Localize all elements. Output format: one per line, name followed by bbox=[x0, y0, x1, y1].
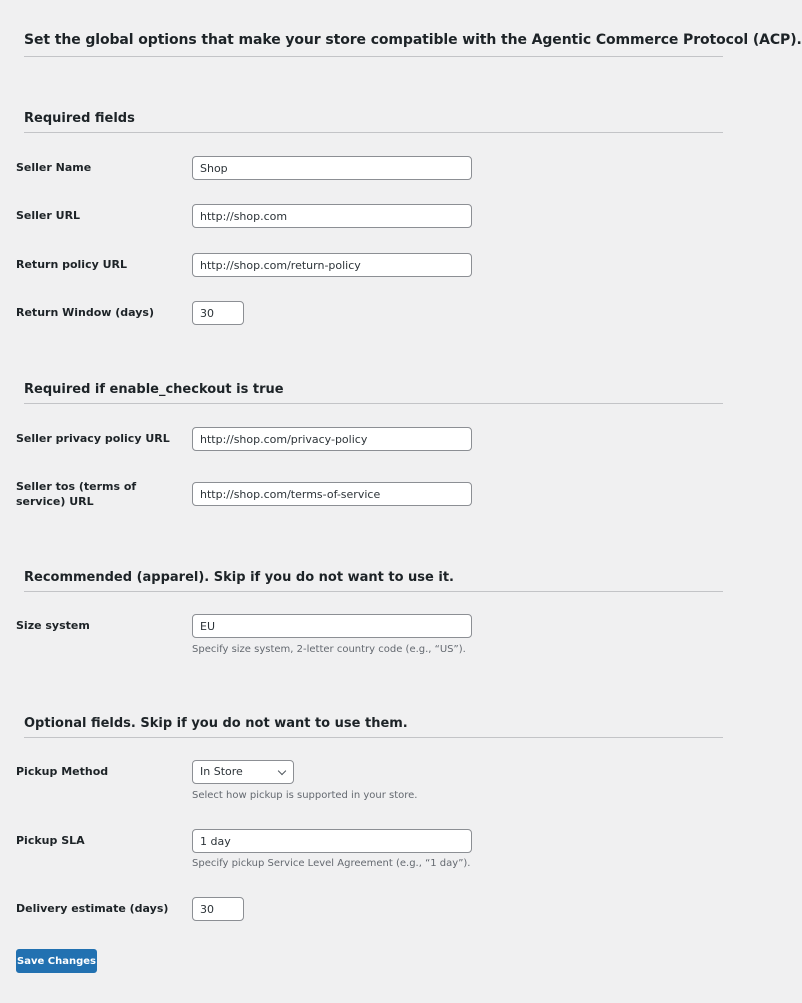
return-policy-url-input[interactable] bbox=[192, 253, 472, 277]
return-window-input[interactable] bbox=[192, 301, 244, 325]
pickup-method-select[interactable] bbox=[192, 760, 294, 784]
return-window-label: Return Window (days) bbox=[16, 306, 154, 319]
privacy-url-input[interactable] bbox=[192, 427, 472, 451]
pickup-sla-description: Specify pickup Service Level Agreement (e.g., “1 day”). bbox=[192, 858, 471, 869]
section-checkout-heading: Required if enable_checkout is true bbox=[24, 382, 723, 404]
delivery-estimate-label: Delivery estimate (days) bbox=[16, 902, 169, 915]
pickup-sla-input[interactable] bbox=[192, 829, 472, 853]
tos-url-label: Seller tos (terms of service) URL bbox=[16, 480, 137, 508]
page-intro: Set the global options that make your store compatible with the Agentic Commerce Protocol (ACP). bbox=[24, 32, 723, 57]
privacy-url-label: Seller privacy policy URL bbox=[16, 432, 170, 445]
delivery-estimate-input[interactable] bbox=[192, 897, 244, 921]
pickup-method-description: Select how pickup is supported in your store. bbox=[192, 790, 418, 801]
return-policy-url-label: Return policy URL bbox=[16, 258, 128, 271]
save-changes-button[interactable]: Save Changes bbox=[16, 949, 97, 973]
section-required-heading: Required fields bbox=[24, 111, 723, 133]
pickup-sla-label: Pickup SLA bbox=[16, 834, 85, 847]
chevron-down-icon bbox=[278, 767, 286, 775]
pickup-method-label: Pickup Method bbox=[16, 765, 109, 778]
size-system-description: Specify size system, 2-letter country code (e.g., “US”). bbox=[192, 644, 466, 655]
seller-url-input[interactable] bbox=[192, 204, 472, 228]
pickup-method-value: In Store bbox=[200, 765, 243, 778]
section-optional-heading: Optional fields. Skip if you do not want to use them. bbox=[24, 716, 723, 738]
seller-name-label: Seller Name bbox=[16, 161, 92, 174]
seller-name-input[interactable] bbox=[192, 156, 472, 180]
size-system-label: Size system bbox=[16, 619, 90, 632]
size-system-input[interactable] bbox=[192, 614, 472, 638]
seller-url-label: Seller URL bbox=[16, 209, 81, 222]
section-recommended-heading: Recommended (apparel). Skip if you do not want to use it. bbox=[24, 570, 723, 592]
tos-url-input[interactable] bbox=[192, 482, 472, 506]
